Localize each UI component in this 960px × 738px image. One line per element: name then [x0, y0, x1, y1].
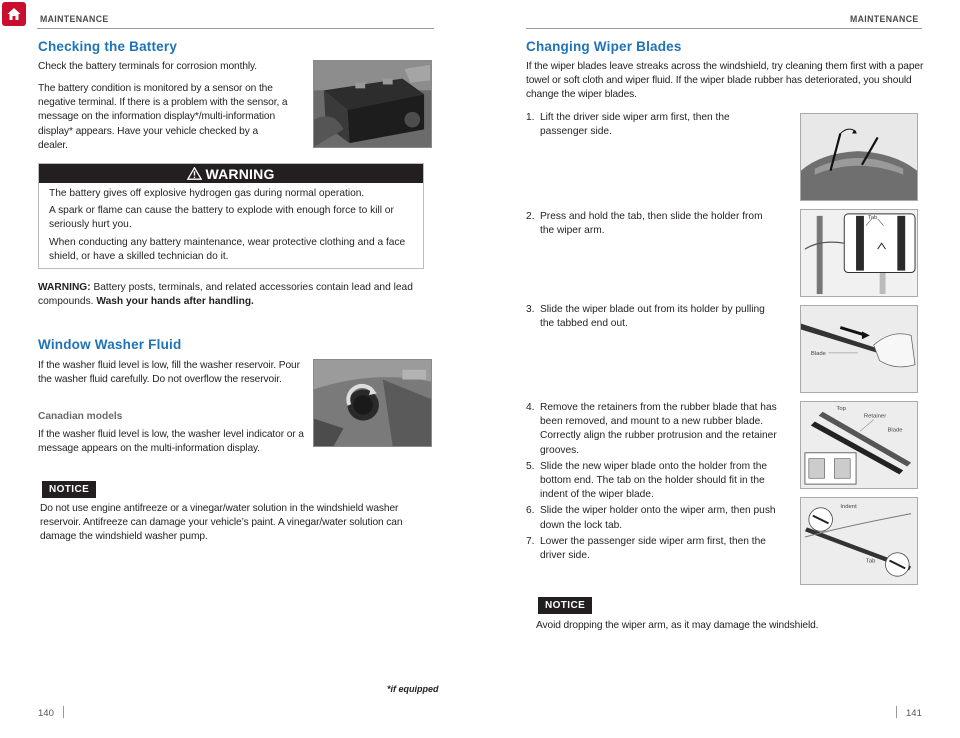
right-running-head: MAINTENANCE — [850, 14, 920, 25]
battery-photo — [313, 60, 432, 148]
step-item — [526, 303, 778, 331]
step-text: Slide the wiper holder onto the wiper arm, then push down the lock tab. — [540, 505, 776, 531]
step-number: 4. — [526, 402, 535, 413]
wiper-intro: If the wiper blades leave streaks across the windshield, try cleaning them first with a paper towel or soft cloth and wiper fluid. If the wiper blade rubber has deteriorated, you should change the wiper blades. — [526, 61, 924, 101]
step-text: Lower the passenger side wiper arm first, then the driver side. — [540, 535, 766, 562]
holder-onto-arm-illustration — [800, 497, 918, 585]
lead-warning-label: WARNING: — [38, 282, 91, 293]
washer-section-title: Window Washer Fluid — [38, 337, 182, 352]
step-item — [526, 210, 778, 238]
left-page-number: 140 — [38, 708, 54, 719]
top-callout: Top — [836, 405, 846, 412]
washer-paragraph-2: If the washer fluid level is low, the washer level indicator or a message appears on the multi-information display. — [38, 429, 304, 455]
battery-section-title: Checking the Battery — [38, 39, 178, 54]
equipped-footnote: *if equipped — [387, 684, 439, 694]
step-item — [526, 460, 780, 503]
retainer-illustration — [800, 401, 918, 489]
warning-label: WARNING — [205, 165, 275, 182]
right-notice-badge: NOTICE — [538, 597, 592, 614]
wiper-step-1 — [526, 111, 778, 141]
blade-callout-2: Blade — [887, 427, 903, 434]
warning-paragraph-3: When conducting any battery maintenance, wear protective clothing and a face shield, or have a skilled technician do it. — [49, 236, 406, 262]
left-folio-bar — [63, 706, 64, 718]
lead-warning-bold-text: Wash your hands after handling. — [96, 296, 254, 308]
step-item — [526, 111, 778, 139]
step-item — [526, 401, 780, 458]
canadian-models-subhead: Canadian models — [38, 411, 123, 422]
wiper-arm-lift-illustration — [800, 113, 918, 201]
step-number: 6. — [526, 505, 535, 517]
left-running-head: MAINTENANCE — [39, 14, 109, 25]
retainer-callout: Retainer — [863, 413, 887, 420]
warning-triangle-icon — [187, 167, 202, 180]
step-number: 1. — [526, 112, 535, 123]
step-number: 5. — [526, 460, 535, 472]
tab-callout: Tab — [867, 214, 878, 221]
right-folio-bar — [896, 706, 897, 718]
step-number: 3. — [526, 304, 535, 315]
right-page-number: 141 — [906, 708, 922, 719]
lead-warning-text: Battery posts, terminals, and related accessories contain lead and lead compounds. — [38, 282, 413, 308]
left-notice-text: Do not use engine antifreeze or a vinegar/water solution in the windshield washer reservoir. Antifreeze can damage your vehicle’s paint. A vinegar/water solution can damage the windshield washer pump. — [40, 503, 403, 543]
step-item — [526, 504, 780, 532]
step-number: 2. — [526, 211, 535, 222]
indent-callout: Indent — [840, 503, 857, 510]
blade-callout: Blade — [810, 350, 826, 357]
right-notice-text: Avoid dropping the wiper arm, as it may damage the windshield. — [536, 620, 819, 631]
step-text: Press and hold the tab, then slide the holder from the wiper arm. — [540, 211, 763, 237]
wiper-step-2 — [526, 210, 778, 240]
washer-paragraph-1: If the washer fluid level is low, fill the washer reservoir. Pour the washer fluid carefully. Do not overflow the reservoir. — [38, 360, 300, 386]
press-tab-illustration — [800, 209, 918, 297]
wiper-section-title: Changing Wiper Blades — [526, 39, 682, 54]
tab-callout-2: Tab — [865, 558, 876, 565]
wiper-steps-4-to-7 — [526, 401, 780, 565]
battery-paragraph-2: The battery condition is monitored by a sensor on the negative terminal. If there is a problem with the sensor, a message on the information display*/multi-information display* appears. Have your vehicle checked by a dealer. — [38, 83, 288, 151]
step-text: Remove the retainers from the rubber blade that has been removed, and mount to a new rubber blade. Correctly align the rubber protrusion and the retainer grooves. — [540, 402, 777, 456]
warning-paragraph-1: The battery gives off explosive hydrogen gas during normal operation. — [49, 188, 365, 199]
slide-blade-illustration — [800, 305, 918, 393]
right-header-rule — [526, 28, 922, 29]
lead-warning — [38, 281, 434, 309]
warning-paragraph-2: A spark or flame can cause the battery to explode with enough force to kill or seriously hurt you. — [49, 205, 394, 231]
battery-paragraph-1: Check the battery terminals for corrosion monthly. — [38, 61, 258, 72]
washer-reservoir-photo — [313, 359, 432, 447]
step-number: 7. — [526, 535, 535, 547]
warning-header — [39, 164, 423, 183]
step-text: Slide the wiper blade out from its holder by pulling the tabbed end out. — [540, 304, 765, 330]
step-text: Lift the driver side wiper arm first, then the passenger side. — [540, 112, 730, 138]
home-icon[interactable] — [2, 2, 26, 26]
step-item — [526, 535, 780, 563]
wiper-step-3 — [526, 303, 778, 333]
left-header-rule — [37, 28, 434, 29]
step-text: Slide the new wiper blade onto the holder from the bottom end. The tab on the holder should fit in the indent of the wiper blade. — [540, 460, 768, 501]
left-notice-badge: NOTICE — [42, 481, 96, 498]
battery-warning-box — [38, 163, 424, 269]
